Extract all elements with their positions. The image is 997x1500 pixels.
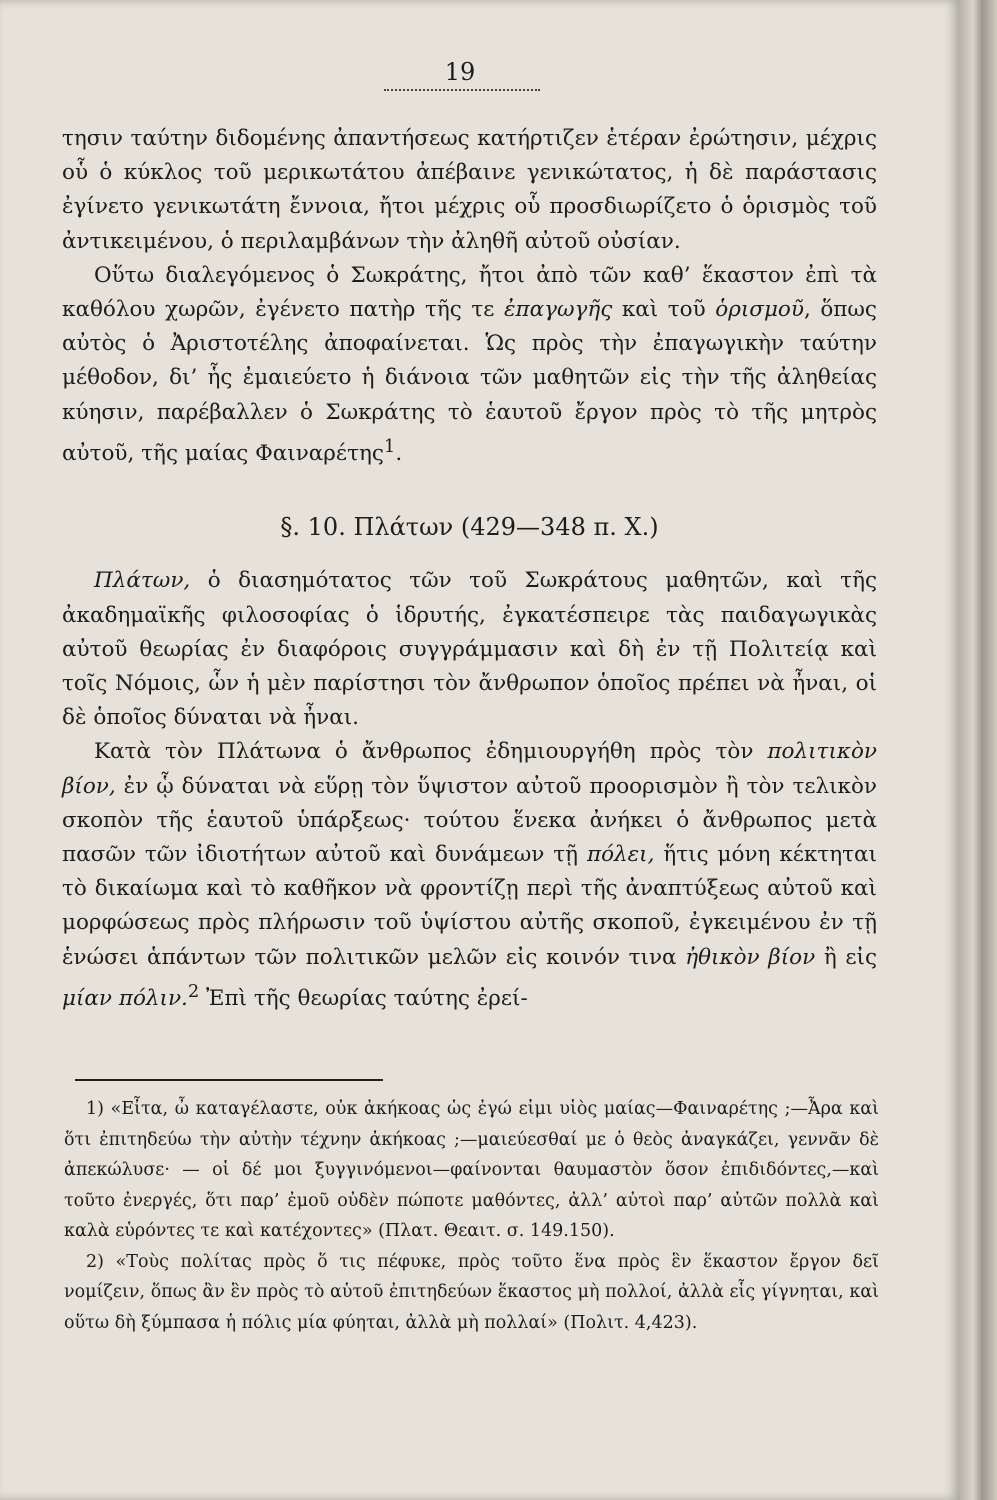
text-run: ἐν ᾧ δύναται νὰ εὕρῃ τὸν ὕψιστον αὐτοῦ προορισμὸν ἢ τὸν τελικὸν σκοπὸν τῆς ἑαυτοῦ ὑπάρξεως· τούτου ἕνεκα ἀνήκει ὁ ἄνθρωπος μετὰ πασῶν τῶν ἰδιοτήτων αὐτοῦ καὶ δυνάμεων τῇ <box>62 773 877 868</box>
text-run: ἢ εἰς <box>815 944 877 970</box>
emphasis-political-life: πολιτικὸν βίον, <box>62 739 877 799</box>
page-edge <box>960 0 997 1500</box>
footnote-ref-1: 1 <box>383 435 396 457</box>
text-run: Κατὰ τὸν Πλάτωνα ὁ ἄνθρωπος ἐδημιουργήθη πρὸς τὸν <box>94 739 768 765</box>
emphasis-one-city: μίαν πόλιν. <box>62 985 188 1011</box>
emphasis-horismos: ὁρισμοῦ <box>715 297 804 323</box>
emphasis-epagoge: ἐπαγωγῆς <box>503 297 613 323</box>
text-run: Οὕτω διαλεγόμενος ὁ Σωκράτης, ἤτοι ἀπὸ τῶν καθ’ ἕκαστον ἐπὶ τὰ καθόλου χωρῶν, ἐγένετο πατὴρ τῆς τε <box>62 262 877 323</box>
page-number: 19 <box>444 58 476 86</box>
emphasis-platon: Πλάτων, <box>94 568 191 594</box>
paragraph-plato-state <box>62 735 877 1016</box>
text-run: ἥτις μόνη κέκτηται τὸ δικαίωμα καὶ τὸ καθῆκον νὰ φροντίζῃ περὶ τῆς ἀναπτύξεως αὐτοῦ καὶ μορφώσεως πρὸς πλήρωσιν τοῦ ὑψίστου αὐτῆς σκοποῦ, ἐγκειμένου ἐν τῇ ἑνώσει ἁπάντων τῶν πολιτικῶν μελῶν εἰς κοινόν τινα <box>62 842 877 970</box>
main-text <box>62 122 877 1016</box>
paragraph-continuation: τησιν ταύτην διδομένης ἀπαντήσεως κατήρτιζεν ἑτέραν ἐρώτησιν, μέχρις οὗ ὁ κύκλος τοῦ μερικωτάτου ἀπέβαινε γενικώτατος, ἡ δὲ παράστασις ἐγίνετο γενικωτάτη ἔννοια, ἤτοι μέχρις οὗ προσδιωρίζετο ὁ ὁρισμὸς τοῦ ἀντικειμένου, ὁ περιλαμβάνων τὴν ἀληθῆ αὐτοῦ οὐσίαν. <box>62 126 877 254</box>
text-run: , ὅπως αὐτὸς ὁ Ἀριστοτέλης ἀποφαίνεται. Ὡς πρὸς τὴν ἐπαγωγικὴν ταύτην μέθοδον, δι’ ἧς ἐμαιεύετο ἡ διάνοια τῶν μαθητῶν εἰς τὴν τῆς ἀληθείας κύησιν, παρέβαλλεν ὁ Σωκράτης τὸ ἑαυτοῦ ἔργον πρὸς τὸ τῆς μητρὸς αὐτοῦ, τῆς μαίας Φαιναρέτης <box>62 297 877 466</box>
footnote-rule <box>75 1079 383 1081</box>
emphasis-polei: πόλει, <box>586 842 655 868</box>
paragraph-socrates-method <box>62 259 877 471</box>
section-heading: §. 10. Πλάτων (429—348 π. Χ.) <box>280 513 659 542</box>
paragraph-plato-intro <box>62 564 877 735</box>
footnote-ref-2: 2 <box>187 980 200 1002</box>
footnotes <box>64 1094 879 1338</box>
text-run: ὁ διασημότατος τῶν τοῦ Σωκράτους μαθητῶν, καὶ τῆς ἀκαδημαϊκῆς φιλοσοφίας ὁ ἱδρυτής, ἐγκατέσπειρε τὰς παιδαγωγικὰς αὐτοῦ θεωρίας ἐν διαφόροις συγγράμμασιν καὶ δὴ ἐν τῇ Πολιτείᾳ καὶ τοῖς Νόμοις, ὧν ἡ μὲν παρίστησι τὸν ἄνθρωπον ὁποῖος πρέπει νὰ ἦναι, οἱ δὲ ὁποῖος δύναται νὰ ἦναι. <box>62 568 877 731</box>
footnote-2: 2) «Τοὺς πολίτας πρὸς ὅ τις πέφυκε, πρὸς τοῦτο ἕνα πρὸς ἓν ἕκαστον ἔργον δεῖ νομίζειν, ὅπως ἂν ἓν πρὸς τὸ αὑτοῦ ἐπιτηδεύων ἕκαστος μὴ πολλοί, ἀλλὰ εἷς γίγνηται, καὶ οὕτω δὴ ξύμπασα ἡ πόλις μία φύηται, ἀλλὰ μὴ πολλαί» (Πολιτ. 4,423). <box>64 1251 879 1333</box>
text-run: Ἐπὶ τῆς θεωρίας ταύτης ἐρεί- <box>199 985 528 1011</box>
emphasis-ethical-life: ἠθικὸν βίον <box>685 944 816 970</box>
text-run: καὶ τοῦ <box>612 297 716 323</box>
text-run: . <box>395 440 403 466</box>
header-dotted-rule <box>384 89 540 91</box>
footnote-1: 1) «Εἶτα, ὦ καταγέλαστε, οὐκ ἀκήκοας ὡς ἐγώ εἰμι υἱὸς μαίας—Φαιναρέτης ;—Ἆρα καὶ ὅτι ἐπιτηδεύω τὴν αὐτὴν τέχνην ἀκήκοας ;—μαιεύεσθαί με ὁ θεὸς ἀναγκάζει, γεννᾶν δὲ ἀπεκώλυσε· — οἱ δέ μοι ξυγγινόμενοι—φαίνονται θαυμαστὸν ὅσον ἐπιδιδόντες,—καὶ τοῦτο ἐνεργές, ὅτι παρ’ ἐμοῦ οὐδὲν πώποτε μαθόντες, ἀλλ’ αὐτοὶ παρ’ αὐτῶν πολλὰ καὶ καλὰ εὑρόντες τε καὶ κατέχοντες» (Πλατ. Θεαιτ. σ. 149.150). <box>64 1099 879 1241</box>
